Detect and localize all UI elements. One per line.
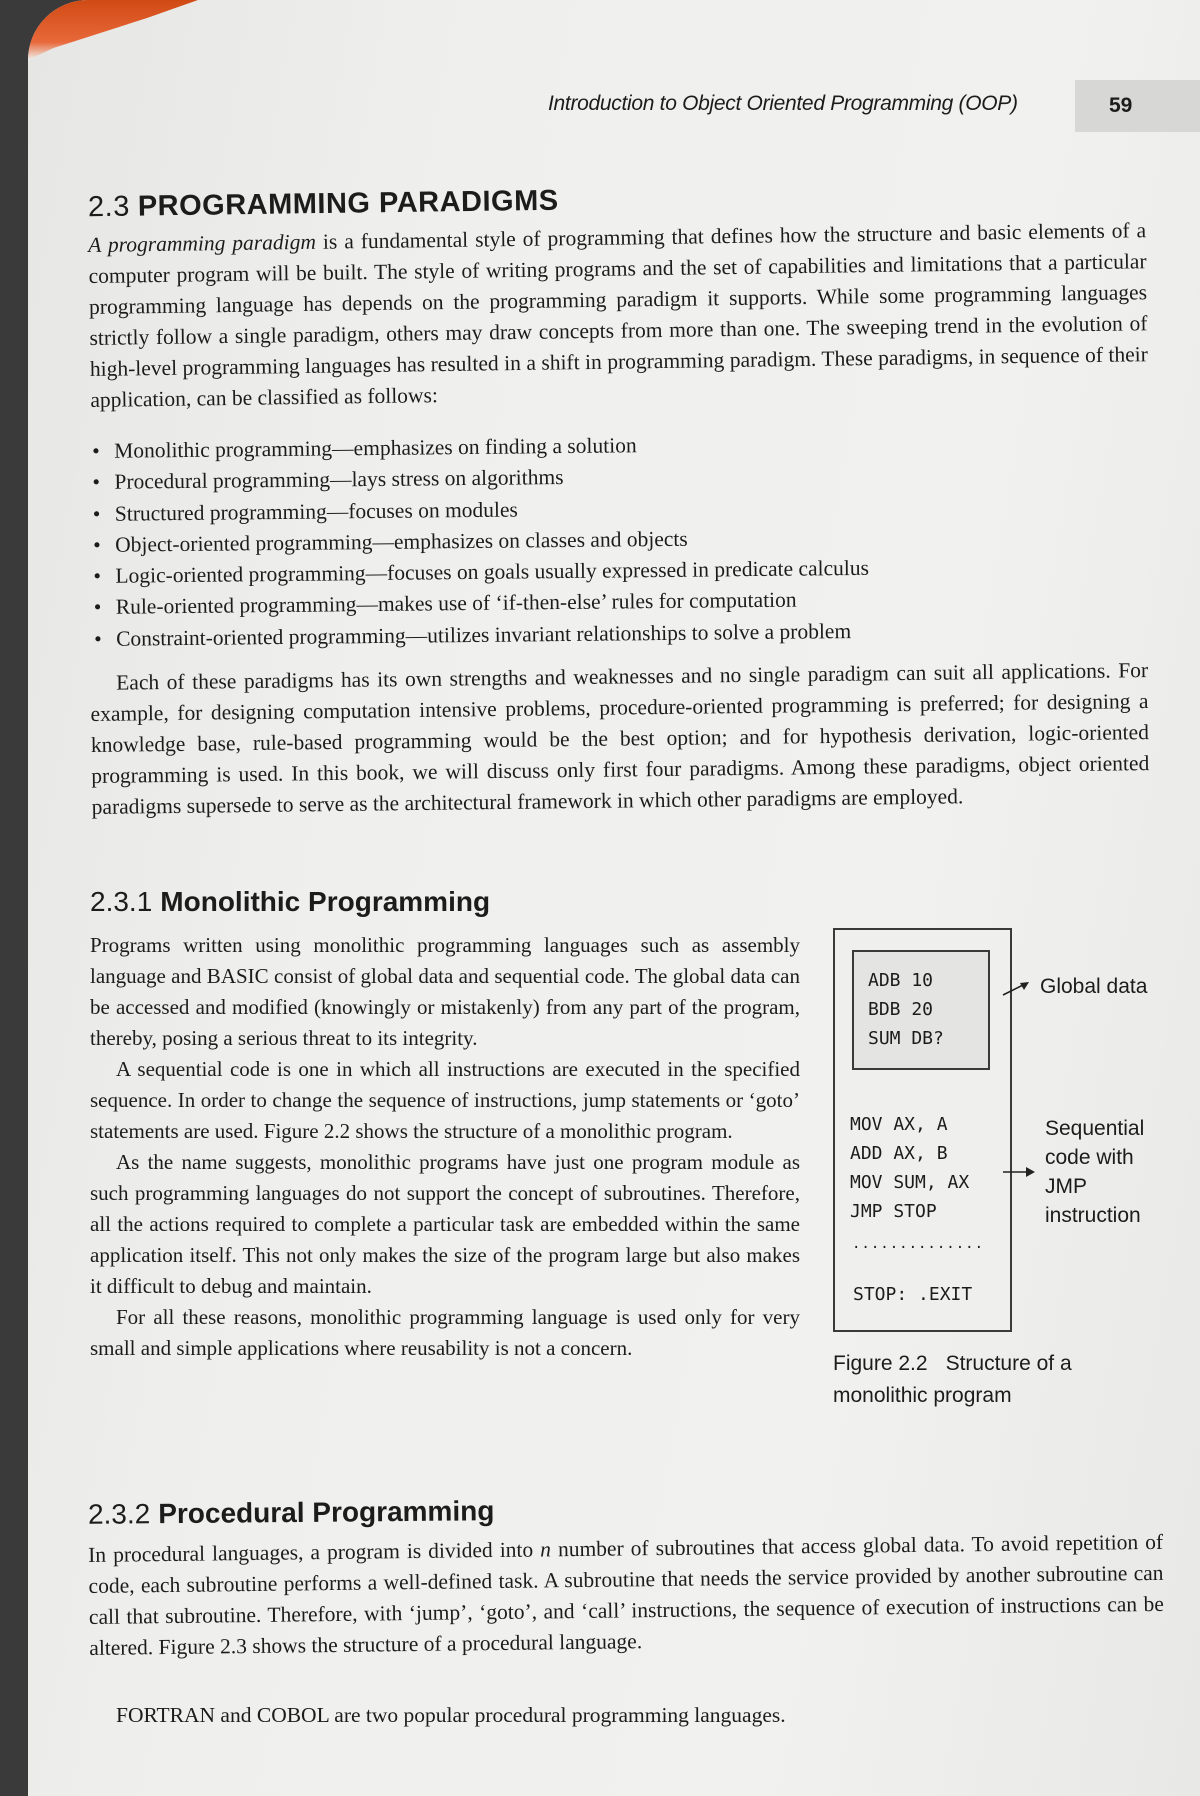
- global-data-box: [852, 950, 990, 1070]
- sequential-code: [850, 1110, 969, 1226]
- list-item: • Monolithic programming—emphasizes on finding a solution: [114, 425, 1114, 467]
- monolithic-program-figure: [833, 928, 1012, 1332]
- subsection-number: 2.3.2: [87, 1498, 151, 1530]
- code-line: SUM DB?: [868, 1028, 944, 1049]
- section-title: PROGRAMMING PARADIGMS: [137, 184, 559, 223]
- fortran-cobol-paragraph: FORTRAN and COBOL are two popular procedural programming languages.: [116, 1703, 786, 1727]
- caption-number: Figure 2.2: [833, 1352, 928, 1375]
- intro-paragraph: [88, 215, 1148, 416]
- arrow-head: [1026, 1167, 1035, 1177]
- running-header: Introduction to Object Oriented Programming (OOP): [548, 92, 1018, 115]
- label-line: code with: [1045, 1146, 1134, 1169]
- code-line: ADB 10: [868, 970, 934, 991]
- list-item: • Procedural programming—lays stress on algorithms: [114, 457, 1114, 499]
- stop-line: STOP: .EXIT: [853, 1284, 973, 1305]
- global-data-label: Global data: [1040, 975, 1148, 998]
- paradigm-list: [88, 425, 1116, 655]
- subsection-heading-procedural: [88, 1495, 495, 1531]
- subsection-title: Monolithic Programming: [160, 886, 491, 917]
- figure-caption: [833, 1348, 1153, 1412]
- list-item: • Object-oriented programming—emphasizes on classes and objects: [115, 519, 1115, 561]
- procedural-paragraph: [88, 1527, 1164, 1664]
- section-number: 2.3: [87, 190, 131, 224]
- ellipsis-dots: ..............: [852, 1236, 985, 1252]
- text-span: In procedural languages, a program is divided into: [88, 1537, 541, 1567]
- code-line: MOV AX, A: [850, 1114, 948, 1135]
- subsection-title: Procedural Programming: [158, 1495, 495, 1530]
- text-n: n: [540, 1537, 552, 1562]
- page-number: 59: [1075, 80, 1200, 132]
- label-line: instruction: [1045, 1204, 1141, 1227]
- code-line: ADD AX, B: [850, 1143, 948, 1164]
- global-data-code: [868, 966, 944, 1053]
- intro-term: A programming paradigm: [88, 229, 317, 257]
- paragraph: As the name suggests, monolithic programs have just one program module as such programming languages do not support the concept of subroutines. Therefore, all the actions required to complete a particular task are embedded within the same application itself. This not only makes the size of the program large but also makes it difficult to debug and maintain.: [90, 1150, 800, 1298]
- paradigms-comparison-paragraph: Each of these paradigms has its own strengths and weaknesses and no single paradigm can suit all applications. For example, for designing computation intensive problems, procedure-oriented programming is preferred; for designing a knowledge base, rule-based programming would be the best option; and for hypothesis derivation, logic-oriented programming is used. In this book, we will discuss only first four paradigms. Among these paradigms, object oriented paradigms supersede to serve as the architectural framework in which other paradigms are employed.: [90, 658, 1150, 819]
- code-line: BDB 20: [868, 999, 934, 1020]
- label-line: JMP: [1045, 1175, 1087, 1198]
- list-item: • Structured programming—focuses on modules: [115, 488, 1115, 530]
- paragraph: For all these reasons, monolithic programming language is used only for very small and simple applications where reusability is not a concern.: [90, 1305, 800, 1360]
- intro-text: is a fundamental style of programming that defines how the structure and basic elements of a computer program will be built. The style of writing programs and the set of capabilities and limitations that a particular programming language has depends on the programming paradigm it supports. While some programming languages strictly follow a single paradigm, others may draw concepts from more than one. The sweeping trend in the evolution of high-level programming languages has resulted in a shift in programming paradigm. These paradigms, in sequence of their application, can be classified as follows:: [88, 218, 1149, 412]
- subsection-heading-monolithic: [90, 886, 490, 918]
- sequential-code-label: [1045, 1114, 1144, 1230]
- paragraph: A sequential code is one in which all instructions are executed in the specified sequence. In order to change the sequence of instructions, jump statements or ‘goto’ statements are used. Figure 2.2 shows the structure of a monolithic program.: [90, 1057, 800, 1143]
- book-page: [28, 0, 1200, 1796]
- section-heading: [88, 185, 559, 225]
- list-item: • Rule-oriented programming—makes use of ‘if-then-else’ rules for computation: [116, 582, 1116, 624]
- page-corner-accent: [28, 0, 198, 60]
- code-line: JMP STOP: [850, 1201, 937, 1222]
- caption-text: Structure of a monolithic program: [833, 1352, 1072, 1407]
- label-line: Sequential: [1045, 1117, 1145, 1140]
- text-span: number of subroutines that access global data. To avoid repetition of code, each subroutine performs a well-defined task. A subroutine that needs the service provided by another subroutine can call that subroutine. Therefore, with ‘jump’, ‘goto’, and ‘call’ instructions, the sequence of execution of instructions can be altered. Figure 2.3 shows the structure of a procedural language.: [88, 1529, 1165, 1660]
- list-item: • Constraint-oriented programming—utilizes invariant relationships to solve a problem: [116, 613, 1116, 655]
- list-item: • Logic-oriented programming—focuses on goals usually expressed in predicate calculus: [115, 550, 1115, 592]
- subsection-number: 2.3.1: [90, 886, 153, 917]
- code-line: MOV SUM, AX: [850, 1172, 970, 1193]
- monolithic-body: [90, 930, 800, 1364]
- paragraph: Programs written using monolithic programming languages such as assembly language and BASIC consist of global data and sequential code. The global data can be accessed and modified (knowingly or mistakenly) from any part of the program, thereby, posing a serious threat to its integrity.: [90, 933, 800, 1050]
